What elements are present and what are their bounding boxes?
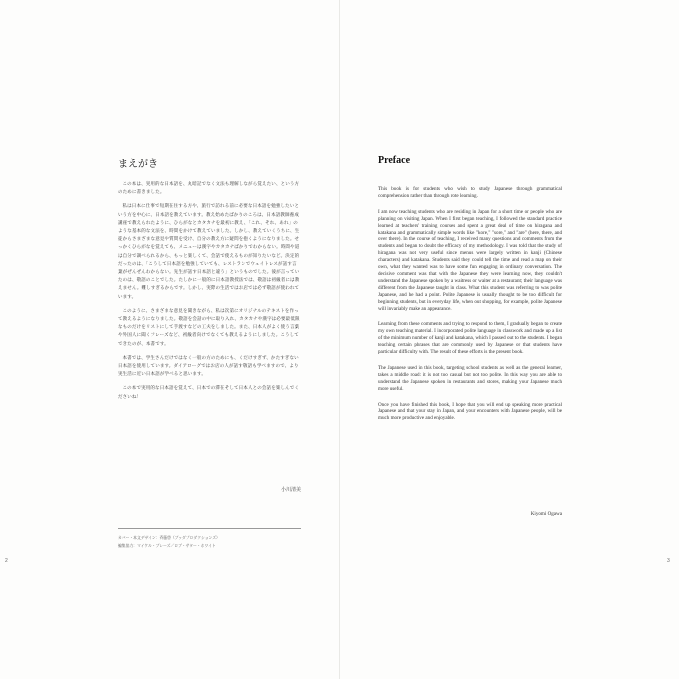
japanese-preface-body — [118, 181, 301, 408]
japanese-paragraph: このように、さまざまな意見を聞きながら、私は次第にオリジナルのテキストを作って教えるようになりました。敬語を会話の中に取り入れ、カタカナや漢字は必要最低限なものだけをリストにして手渡すなどの工夫をしました。また、日本人がよく使う言葉や外国人に聞くフレーズなど、初級者向けでなくても教えるようにしました。こうしてできたのが、本書です。 — [118, 308, 300, 347]
japanese-signature: 小川清美 — [280, 487, 301, 493]
english-paragraph: I am now teaching students who are residing in Japan for a short time or people who are planning on visiting Japan. When I first began teaching, I followed the standard practice learned at teachers' training courses and spent a great deal of time on hiragana and katakana and grammatically simple words like "kore," "sore," and "are" (here, there, and over there). In the course of teaching, I received many questions and comments from the students and began to doubt the efficacy of my methodology. I was told that the study of hiragana was not very useful since menus were largely written in kanji (Chinese characters) and katakana. Students said they could tell the time and read a map on their own, what they wanted was to have some fun engaging in ordinary conversation. The decisive comment was that with the Japanese they were learning now, they couldn't understand the Japanese spoken by a waitress or waiter at a restaurant; their language was different from the Japanese taught in class. What this student was referring to was polite Japanese, and he had a point. Polite Japanese is usually thought to be too difficult for beginning students, but in everyday life, when out shopping, for example, polite Japanese will invariably make an appearance. — [378, 208, 562, 312]
credit-line-editing: 編集協力：マイケル・ブレーズ／ロブ・サター・ホワイト — [118, 542, 216, 548]
english-signature: Kiyomi Ogawa — [530, 511, 562, 517]
english-paragraph: Once you have finished this book, I hope that you will end up speaking more practical Japanese and that your stay in Japan, and your encounters with Japanese people, will be much more productive and enjoyable. — [378, 401, 562, 422]
english-preface-body — [378, 186, 562, 431]
japanese-paragraph: 私は日本に仕事で短期在住する方や、旅行で訪れる前に必要な日本語を勉強したいという方を中心に、日本語を教えています。教え始めたばかりのころは、日本語教師養成講座で教えられたように、ひらがなとカタカナを最初に教え、「これ、それ、あれ」のような基本的な文法を、時間をかけて教えていました。しかし、教えていくうちに、生徒からさまざまな意見や質問を受け、自分の教え方に疑問を抱くようになりました。せっかくひらがなを覚えても、メニューは漢字やカタカナばかりでわからない。時間や道は自分で調べられるから、もっと楽しくて、会話で使えるものが知りたいなど。決定的だったのは、「こうして日本語を勉強していても、レストランでウェイトレスが話す言葉がぜんぜんわからない。先生が話す日本語と違う」というものでした。彼が言っていたのは、敬語のことでした。たしかに一般的に日本語教授法では、敬語は初級者には教えません。難しすぎるからです。しかし、実際の生活ではお店では必ず敬語が使われています。 — [118, 204, 300, 300]
english-preface-title: Preface — [378, 155, 411, 166]
credits-divider — [118, 528, 301, 529]
japanese-preface-title: まえがき — [118, 159, 158, 170]
credits-block — [118, 534, 301, 549]
english-paragraph: Learning from these comments and trying to respond to them, I gradually began to create my own teaching material. I incorporated polite language in classwork and made up a list of the minimum number of kanji and katakana, which I passed out to the students. I began teaching certain phrases that are commonly used by Japanese or that students have particular difficulty with. The result of these efforts is the present book. — [378, 321, 562, 356]
page-number-right: 3 — [667, 558, 670, 564]
japanese-paragraph: この本は、実用的な日本語を、丸暗記でなく文法も理解しながら覚えたい、という方のために書きました。 — [118, 182, 300, 196]
japanese-paragraph: この本で実用的な日本語を覚えて、日本での滞在そして日本人との会話を楽しんでくださいね！ — [118, 386, 300, 400]
english-paragraph: The Japanese used in this book, targeting school students as well as the general learner, takes a middle road: it is not too casual but not too polite. In this way you are able to understand the Japanese spoken in restaurants and stores, making your Japanese much more useful. — [378, 364, 562, 392]
credit-line-design: カバー・本文デザイン：斉藤啓（ブッダプロダクションズ） — [118, 535, 220, 540]
page-number-left: 2 — [5, 558, 8, 564]
english-paragraph: This book is for students who wish to study Japanese through grammatical comprehension rather than through rote learning. — [378, 186, 562, 199]
japanese-paragraph: 本書では、学生さんだけではなく一般の方のためにも、くだけすぎず、かたすぎない日本語を使用しています。ダイアローグではお店の人が話す敬語も学べますので、より実生活に近い日本語が学べると思います。 — [118, 355, 299, 378]
